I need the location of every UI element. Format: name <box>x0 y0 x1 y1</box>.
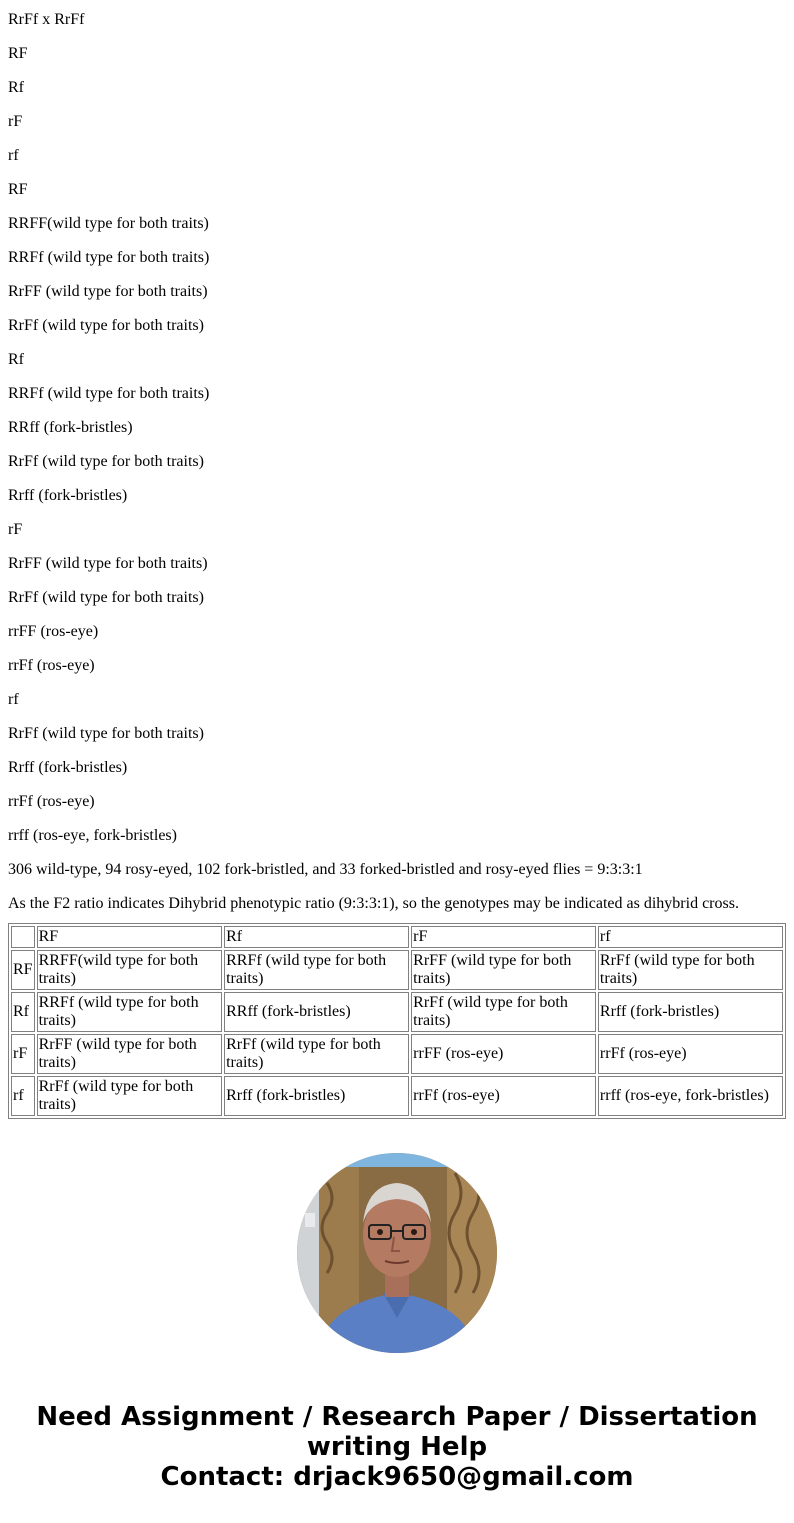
row-header: rf <box>11 1076 35 1116</box>
table-cell: RRFf (wild type for both traits) <box>224 950 409 990</box>
table-cell: RrFf (wild type for both traits) <box>598 950 783 990</box>
paragraph: RrFf x RrFf <box>8 11 85 28</box>
table-row <box>11 1034 783 1074</box>
table-cell: RRFf (wild type for both traits) <box>37 992 223 1032</box>
paragraph: Rf <box>8 79 24 96</box>
table-cell: rrFf (ros-eye) <box>598 1034 783 1074</box>
column-header: RF <box>37 926 223 948</box>
paragraph: rrFf (ros-eye) <box>8 657 95 674</box>
table-cell: RrFF (wild type for both traits) <box>411 950 596 990</box>
table-cell: RRff (fork-bristles) <box>224 992 409 1032</box>
table-row <box>11 1076 783 1116</box>
paragraph: Rrff (fork-bristles) <box>8 759 128 776</box>
text-lines <box>8 0 786 918</box>
paragraph: rrFf (ros-eye) <box>8 793 95 810</box>
paragraph: RRFF(wild type for both traits) <box>8 215 209 232</box>
paragraph: RrFf (wild type for both traits) <box>8 589 204 606</box>
table-cell: Rrff (fork-bristles) <box>224 1076 409 1116</box>
column-header: rF <box>411 926 596 948</box>
table-corner-cell <box>11 926 35 948</box>
table-cell: rrff (ros-eye, fork-bristles) <box>598 1076 783 1116</box>
row-header: Rf <box>11 992 35 1032</box>
table-cell: RrFf (wild type for both traits) <box>37 1076 223 1116</box>
paragraph: RrFf (wild type for both traits) <box>8 453 204 470</box>
paragraph: Rrff (fork-bristles) <box>8 487 128 504</box>
paragraph: RF <box>8 181 28 198</box>
paragraph: rF <box>8 521 23 538</box>
paragraph: rrff (ros-eye, fork-bristles) <box>8 827 177 844</box>
promo-line: writing Help <box>306 1432 488 1462</box>
row-header: rF <box>11 1034 35 1074</box>
paragraph: RRFf (wild type for both traits) <box>8 385 210 402</box>
table-cell: RrFf (wild type for both traits) <box>411 992 596 1032</box>
person-portrait-icon <box>297 1153 497 1353</box>
table-cell: RrFf (wild type for both traits) <box>224 1034 409 1074</box>
paragraph: RF <box>8 45 28 62</box>
table-cell: rrFf (ros-eye) <box>411 1076 596 1116</box>
table-cell: rrFF (ros-eye) <box>411 1034 596 1074</box>
paragraph: RRff (fork-bristles) <box>8 419 133 436</box>
promo-banner <box>0 1402 794 1492</box>
paragraph: RrFF (wild type for both traits) <box>8 283 208 300</box>
paragraph: RrFf (wild type for both traits) <box>8 725 204 742</box>
table-row <box>11 950 783 990</box>
table-cell: RRFF(wild type for both traits) <box>37 950 223 990</box>
paragraph: RrFf (wild type for both traits) <box>8 317 204 334</box>
paragraph: rf <box>8 147 19 164</box>
column-header: Rf <box>224 926 409 948</box>
row-header: RF <box>11 950 35 990</box>
table-cell: RrFF (wild type for both traits) <box>37 1034 223 1074</box>
paragraph: rF <box>8 113 23 130</box>
avatar <box>297 1153 497 1353</box>
table-header-row <box>11 926 783 948</box>
ratio-statement: 306 wild-type, 94 rosy-eyed, 102 fork-bristled, and 33 forked-bristled and rosy-eyed flies = 9:3:3:1 <box>8 861 643 878</box>
conclusion-statement: As the F2 ratio indicates Dihybrid phenotypic ratio (9:3:3:1), so the genotypes may be indicated as dihybrid cross. <box>8 895 739 912</box>
promo-line: Need Assignment / Research Paper / Dissertation <box>36 1402 758 1432</box>
column-header: rf <box>598 926 783 948</box>
paragraph: RRFf (wild type for both traits) <box>8 249 210 266</box>
paragraph: rf <box>8 691 19 708</box>
punnett-square-table <box>8 923 786 1119</box>
contact-email: Contact: drjack9650@gmail.com <box>160 1462 634 1492</box>
paragraph: Rf <box>8 351 24 368</box>
paragraph: RrFF (wild type for both traits) <box>8 555 208 572</box>
table-cell: Rrff (fork-bristles) <box>598 992 783 1032</box>
paragraph: rrFF (ros-eye) <box>8 623 99 640</box>
table-row <box>11 992 783 1032</box>
